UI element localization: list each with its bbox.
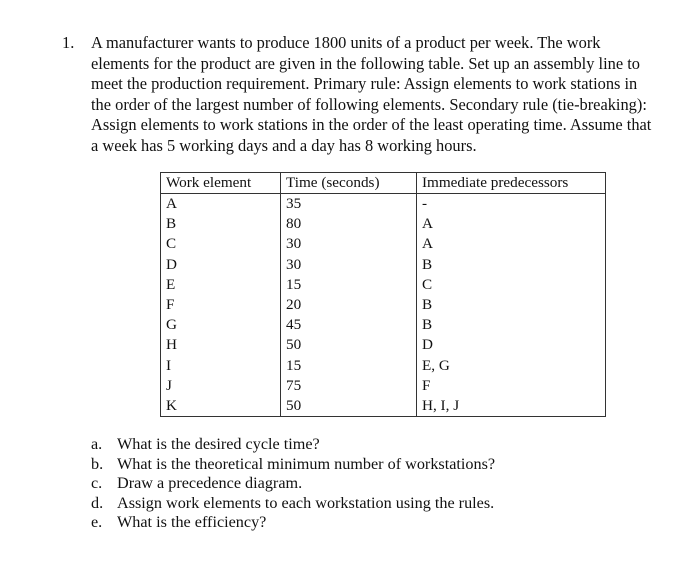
header-predecessors: Immediate predecessors [417, 173, 606, 194]
cell-predecessors: B [417, 315, 606, 335]
table-row [161, 315, 606, 335]
cell-element: G [161, 315, 281, 335]
cell-element: J [161, 376, 281, 396]
cell-time: 80 [281, 214, 417, 234]
cell-element: A [161, 194, 281, 215]
table-row [161, 376, 606, 396]
cell-predecessors: B [417, 255, 606, 275]
question-label: a. [91, 435, 103, 453]
table-row [161, 194, 606, 215]
table-row [161, 295, 606, 315]
problem-line: Assign elements to work stations in the order of the least operating time. Assume that [91, 115, 652, 135]
cell-time: 35 [281, 194, 417, 215]
table-row [161, 356, 606, 376]
cell-predecessors: H, I, J [417, 396, 606, 417]
cell-element: I [161, 356, 281, 376]
header-work-element: Work element [161, 173, 281, 194]
problem-line: meet the production requirement. Primary rule: Assign elements to work stations in [91, 74, 638, 94]
header-time: Time (seconds) [281, 173, 417, 194]
cell-predecessors: B [417, 295, 606, 315]
question-item [91, 513, 495, 533]
problem-text [91, 33, 696, 157]
table-header-row [161, 173, 606, 194]
problem-line: a week has 5 working days and a day has 8 working hours. [91, 135, 477, 155]
problem-number: 1. [62, 33, 75, 52]
table-row [161, 396, 606, 417]
question-item [91, 474, 495, 494]
table-row [161, 255, 606, 275]
cell-time: 15 [281, 275, 417, 295]
question-label: d. [91, 493, 104, 512]
cell-predecessors: A [417, 234, 606, 254]
table-row [161, 335, 606, 355]
cell-predecessors: E, G [417, 356, 606, 376]
cell-time: 30 [281, 234, 417, 254]
question-label: b. [91, 454, 104, 473]
cell-time: 15 [281, 356, 417, 376]
cell-time: 45 [281, 315, 417, 335]
question-text: What is the efficiency? [117, 513, 267, 532]
table-row [161, 234, 606, 254]
question-item [91, 435, 495, 455]
problem-line: the order of the largest number of following elements. Secondary rule (tie-breaking): [91, 94, 647, 114]
cell-element: D [161, 255, 281, 275]
table-row [161, 214, 606, 234]
question-text: Draw a precedence diagram. [117, 474, 303, 493]
cell-predecessors: D [417, 335, 606, 355]
cell-element: F [161, 295, 281, 315]
table-row [161, 275, 606, 295]
question-item [91, 494, 495, 514]
problem-line: elements for the product are given in the following table. Set up an assembly line to [91, 53, 640, 73]
cell-element: E [161, 275, 281, 295]
cell-element: B [161, 214, 281, 234]
question-label: e. [91, 513, 103, 532]
cell-element: K [161, 396, 281, 417]
problem-line: A manufacturer wants to produce 1800 units of a product per week. The work [91, 33, 601, 52]
cell-predecessors: - [417, 194, 606, 215]
question-text: What is the desired cycle time? [117, 435, 320, 453]
work-element-table [160, 172, 606, 417]
cell-predecessors: C [417, 275, 606, 295]
cell-predecessors: A [417, 214, 606, 234]
cell-time: 75 [281, 376, 417, 396]
cell-element: H [161, 335, 281, 355]
cell-time: 50 [281, 396, 417, 417]
cell-element: C [161, 234, 281, 254]
cell-predecessors: F [417, 376, 606, 396]
cell-time: 20 [281, 295, 417, 315]
question-label: c. [91, 474, 103, 493]
cell-time: 30 [281, 255, 417, 275]
question-item [91, 455, 495, 475]
cell-time: 50 [281, 335, 417, 355]
question-text: What is the theoretical minimum number of workstations? [117, 454, 496, 473]
question-text: Assign work elements to each workstation using the rules. [117, 493, 495, 512]
question-list [91, 435, 495, 533]
